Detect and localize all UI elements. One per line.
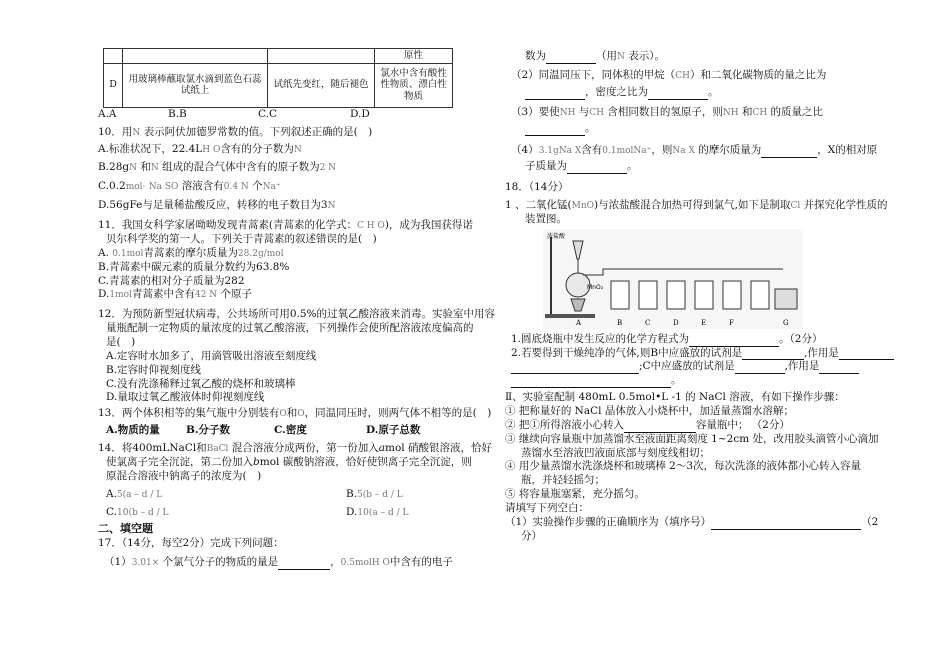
q18-sub-2-end bbox=[505, 374, 870, 388]
bottle bbox=[751, 281, 769, 309]
option[interactable] bbox=[98, 199, 470, 213]
question-10 bbox=[98, 126, 470, 213]
option-text: A.标准状况下，22.4L bbox=[98, 142, 203, 155]
q18-intro bbox=[505, 198, 888, 213]
option-text: 组成的混合气体中含有的原子数为 bbox=[162, 161, 320, 174]
answer-blank[interactable] bbox=[689, 335, 779, 347]
option[interactable]: C.密度 bbox=[274, 424, 307, 437]
q13-stem: ，同温同压时，则两气体不相等的是( ) bbox=[304, 407, 492, 420]
q14-stem: mol 硝酸银溶液，恰好 bbox=[385, 442, 493, 455]
q17-part-4 bbox=[505, 144, 878, 158]
q11-stem: 11．我国女科学家屠呦呦发现青蒿素(青蒿素的化学式： bbox=[98, 219, 357, 232]
answer-blank[interactable] bbox=[742, 348, 804, 360]
formula: CH bbox=[589, 107, 605, 118]
letter-C: C bbox=[645, 318, 651, 327]
answer-blank[interactable] bbox=[546, 52, 596, 64]
formula: C H O bbox=[356, 221, 385, 232]
option[interactable] bbox=[106, 488, 346, 502]
formula: N bbox=[293, 144, 302, 155]
table-header-cell: 原性 bbox=[375, 49, 453, 64]
formula: N bbox=[327, 201, 336, 212]
q17-text: 与 bbox=[578, 105, 590, 118]
formula: N bbox=[150, 163, 159, 174]
q17-text: 数为 bbox=[525, 50, 546, 62]
option[interactable] bbox=[346, 488, 403, 500]
q17-part-4-cont bbox=[505, 160, 870, 174]
q17-text: 。 bbox=[627, 160, 638, 173]
q17-part-2-cont bbox=[505, 86, 870, 100]
option-text: A. bbox=[106, 487, 117, 500]
q18-text: 2.若要得到干燥纯净的气体,则B中应盛放的试剂是 bbox=[511, 346, 743, 359]
label-conc-hcl: 浓盐酸 bbox=[547, 232, 566, 240]
formula: 10(a – d / L bbox=[357, 507, 409, 518]
option[interactable]: B.分子数 bbox=[186, 424, 231, 437]
formula: CH bbox=[675, 70, 690, 81]
q17-text: ，密度之比为 bbox=[585, 85, 648, 98]
option[interactable]: A.A bbox=[98, 107, 117, 120]
formula: 0.4 N bbox=[223, 182, 249, 193]
option-text: D.56gFe与足量稀盐酸反应，转移的电子数目为3 bbox=[98, 199, 328, 212]
option[interactable]: B.青蒿素中碳元素的质量分数约为63.8% bbox=[98, 260, 290, 273]
option[interactable] bbox=[98, 180, 470, 194]
left-column bbox=[98, 0, 496, 570]
formula: N bbox=[129, 163, 138, 174]
option[interactable]: C.没有洗涤稀释过氧乙酸的烧杯和玻璃棒 bbox=[106, 377, 296, 390]
bottle bbox=[639, 281, 657, 309]
q18-text: 装置图。 bbox=[525, 212, 567, 225]
q17-text: 表示）。 bbox=[628, 50, 665, 62]
q17-text: （3）要使 bbox=[511, 105, 560, 118]
formula: mol· bbox=[125, 182, 146, 193]
q17-part-3-cont bbox=[505, 122, 870, 136]
fill-1-cont: 分） bbox=[521, 529, 542, 542]
letter-G: G bbox=[783, 318, 789, 327]
q18-text: ;C中应盛放的试剂是 bbox=[639, 360, 735, 373]
option[interactable]: A.定容时水加多了，用滴管吸出溶液至刻度线 bbox=[106, 349, 317, 362]
formula: 1mol bbox=[109, 290, 132, 301]
stand-base bbox=[545, 314, 595, 318]
formula: O bbox=[297, 409, 305, 420]
q14-stem: 14．将400mLNaCl和 bbox=[98, 442, 207, 455]
option[interactable]: A.物质的量 bbox=[106, 424, 160, 437]
option[interactable]: B.定容时仰视刻度线 bbox=[106, 363, 202, 376]
q17-text: 中含有的电子 bbox=[389, 555, 453, 568]
q17-part-3 bbox=[505, 106, 870, 120]
option-text: C.0.2 bbox=[98, 180, 126, 193]
formula: Na SO bbox=[148, 182, 179, 193]
table-row-label: D bbox=[104, 63, 123, 107]
q11-stem: 贝尔科学奖的第一人。下列关于青蒿素的叙述错误的是( ) bbox=[106, 232, 377, 245]
q18-text: ,作用是 bbox=[804, 346, 839, 359]
answer-blank[interactable] bbox=[525, 88, 585, 100]
option-text: 含有的分子数为 bbox=[220, 142, 294, 155]
step-2 bbox=[505, 419, 870, 433]
q11-stem: )，成为我国获得诺 bbox=[384, 219, 473, 232]
step-text: 容量瓶中； （2分） bbox=[695, 418, 790, 431]
formula: BaCl bbox=[206, 444, 229, 455]
formula: NH bbox=[722, 107, 739, 118]
option[interactable]: C.C bbox=[258, 107, 278, 120]
q17-part-2 bbox=[505, 69, 870, 83]
option[interactable]: D.量取过氧乙酸液体时仰视刻度线 bbox=[106, 391, 265, 404]
q12-stem: 量瓶配制一定物质的量浓度的过氧乙酸溶液，下列操作会使所配溶液浓度偏高的 bbox=[106, 322, 474, 335]
answer-blank[interactable] bbox=[819, 362, 859, 374]
letter-B: B bbox=[617, 318, 623, 327]
formula: N bbox=[617, 52, 625, 62]
formula: 3.01× bbox=[131, 557, 160, 568]
q18-text: 并探究化学性质的 bbox=[803, 198, 888, 211]
part-ii-heading: Ⅱ、实验室配制 480mL 0.5mol•L -1 的 NaCl 溶液，有如下操作步骤： bbox=[505, 391, 845, 404]
bottle bbox=[667, 281, 685, 309]
option-text: B.28g bbox=[98, 161, 130, 174]
q17-text: （2）同温同压下，同体积的甲烷（ bbox=[511, 68, 676, 81]
q17-text: 含相同数目的氢原子，则 bbox=[607, 105, 723, 118]
bottle bbox=[611, 281, 629, 309]
answer-blank[interactable] bbox=[761, 146, 817, 158]
answer-blank[interactable] bbox=[278, 558, 330, 570]
question-11 bbox=[98, 219, 473, 302]
question-14 bbox=[98, 442, 493, 519]
formula: 3.1gNa X bbox=[538, 146, 582, 157]
step-text: ② 把①所得溶液小心转入 bbox=[505, 418, 624, 431]
formula: N bbox=[132, 127, 141, 138]
formula: MnO bbox=[571, 200, 595, 211]
formula: CH bbox=[752, 107, 768, 118]
option-text: 青蒿素中含有 bbox=[131, 288, 195, 301]
q12-stem: 12．为预防新型冠状病毒，公共场所可用0.5%的过氧乙酸溶液来消毒。实验室中用容 bbox=[98, 308, 496, 321]
formula: 0.1mol bbox=[112, 248, 144, 259]
q17-text: （1） bbox=[104, 555, 132, 568]
q17-text: 子质量为 bbox=[525, 160, 567, 173]
q14-stem: 使氯离子完全沉淀，第二份加入 bbox=[106, 455, 253, 468]
formula: Na⁺ bbox=[262, 182, 281, 193]
step-4: ④ 用少量蒸馏水洗涤烧杯和玻璃棒 2～3次，每次洗涤的液体都小心转入容量 bbox=[505, 460, 862, 473]
answer-blank[interactable] bbox=[839, 348, 894, 360]
step-5: ⑤ 将容量瓶塞紧，充分摇匀。 bbox=[505, 488, 645, 501]
option[interactable]: C.青蒿素的相对分子质量为282 bbox=[98, 274, 245, 287]
q14-stem: 混合溶液分成两份，第一份加入 bbox=[231, 442, 379, 455]
q13-options bbox=[98, 424, 470, 438]
step-3: ③ 继续向容量瓶中加蒸馏水至液面距离刻度 1~2cm 处，改用胶头滴管小心滴加 bbox=[505, 432, 879, 445]
q17-text: （4） bbox=[511, 144, 539, 157]
table-cell: 氯水中含有酸性性物质、漂白性物质 bbox=[375, 63, 453, 107]
option-text: 个 bbox=[252, 180, 263, 193]
letter-F: F bbox=[729, 318, 734, 327]
q12-stem: 是( ) bbox=[106, 336, 136, 349]
formula: Na X bbox=[672, 146, 695, 157]
q18-text: 。 bbox=[671, 374, 682, 387]
table-cell: 试纸先变红，随后褪色 bbox=[268, 63, 375, 107]
formula: H O bbox=[202, 144, 221, 155]
option-text: 溶液含有 bbox=[181, 180, 224, 193]
option[interactable]: D.D bbox=[350, 107, 370, 120]
q18-text: 1 、二氧化锰( bbox=[505, 198, 572, 211]
option[interactable] bbox=[346, 506, 408, 518]
bottle bbox=[723, 281, 741, 309]
answer-blank[interactable] bbox=[711, 518, 861, 530]
q9-options bbox=[98, 108, 470, 122]
formula: 0.5molH O bbox=[340, 557, 390, 568]
step-1: ① 把称量好的 NaCl 晶体放入小烧杯中，加适量蒸馏水溶解； bbox=[505, 404, 794, 417]
option-text: 青蒿素的摩尔质量为 bbox=[143, 246, 238, 259]
formula: 42 N bbox=[194, 290, 218, 301]
option-text: D. bbox=[346, 505, 358, 518]
option[interactable] bbox=[98, 143, 470, 157]
letter-D: D bbox=[673, 318, 679, 327]
option[interactable] bbox=[98, 288, 470, 302]
variable: a bbox=[378, 442, 386, 455]
question-12 bbox=[98, 308, 496, 405]
q17-text: （用 bbox=[596, 50, 617, 62]
answer-blank[interactable] bbox=[511, 376, 671, 388]
option[interactable] bbox=[98, 161, 470, 175]
q17-part-1-cont bbox=[505, 50, 870, 64]
q17-text: 的摩尔质量为 bbox=[698, 144, 762, 157]
option[interactable]: B.B bbox=[168, 107, 187, 120]
q10-stem: 表示阿伏加德罗常数的值。下列叙述正确的是( ) bbox=[140, 125, 373, 138]
answer-blank[interactable] bbox=[525, 124, 585, 136]
formula: 2 N bbox=[319, 163, 337, 174]
formula: 5(a – d / L bbox=[116, 489, 163, 500]
step-4-cont: 瓶，并轻轻摇匀； bbox=[521, 474, 605, 487]
letter-A: A bbox=[576, 318, 582, 327]
section-heading: 二、填空题 bbox=[98, 522, 153, 536]
q17-text: ，X的相对原 bbox=[817, 144, 878, 157]
q17-text: 。 bbox=[585, 122, 596, 135]
q9-option-table bbox=[103, 48, 453, 108]
answer-blank[interactable] bbox=[624, 421, 696, 433]
q17-stem: 17．（14分，每空2分）完成下列问题： bbox=[98, 536, 284, 549]
answer-blank[interactable] bbox=[511, 362, 639, 374]
option-text: D. bbox=[98, 288, 110, 301]
option-text: 和 bbox=[140, 161, 151, 174]
q17-text: 含有 bbox=[581, 144, 603, 157]
q14-stem: mol 碳酸钠溶液，恰好使钡离子完全沉淀，则 bbox=[259, 455, 472, 468]
q17-text: 个氯气分子的物质的量是 bbox=[162, 555, 279, 568]
option-text: C. bbox=[106, 505, 117, 518]
option[interactable] bbox=[98, 247, 470, 261]
option[interactable] bbox=[106, 506, 346, 520]
fill-text: （1）实验操作步骤的正确顺序为（填序号） bbox=[505, 515, 712, 528]
apparatus-figure bbox=[543, 229, 803, 329]
right-column bbox=[505, 50, 888, 544]
q13-stem: 13．两个体积相等的集气瓶中分别装有 bbox=[98, 407, 280, 420]
q14-stem: 原混合溶液中钠离子的浓度为( ) bbox=[106, 469, 262, 482]
fill-1 bbox=[505, 515, 879, 530]
bottle bbox=[695, 281, 713, 309]
q18-text: ,作用是 bbox=[784, 360, 820, 373]
q17-text: ）和二氧化碳物质的量之比为 bbox=[689, 68, 827, 81]
gas-bottles bbox=[611, 281, 797, 309]
q13-stem: 和 bbox=[286, 407, 298, 420]
fill-instruction: 请填写下列空白： bbox=[505, 501, 589, 514]
q18-text: 1.圆底烧瓶中发生反应的化学方程式为 bbox=[511, 332, 690, 345]
beaker bbox=[775, 289, 797, 309]
option-text: 个原子 bbox=[220, 288, 252, 301]
q17-text: ，则 bbox=[651, 144, 673, 157]
q17-part-1 bbox=[98, 556, 470, 570]
letter-E: E bbox=[701, 318, 707, 327]
label-mno2: MnO₂ bbox=[587, 283, 604, 291]
formula: NH bbox=[559, 107, 576, 118]
answer-blank[interactable] bbox=[648, 88, 708, 100]
variable: b bbox=[253, 455, 260, 468]
q18-text: 。（2分） bbox=[779, 332, 823, 345]
formula: 5(b – d / L bbox=[357, 489, 403, 500]
question-13 bbox=[98, 407, 492, 438]
q17-text: 和 bbox=[741, 105, 753, 118]
q18-text: )与浓盐酸混合加热可得到氯气,如下是制取 bbox=[594, 198, 791, 211]
answer-blank[interactable] bbox=[567, 162, 627, 174]
q18-sub-2-cont bbox=[505, 360, 870, 374]
formula: O bbox=[279, 409, 287, 420]
q18-head: 18．（14分） bbox=[505, 181, 569, 194]
apparatus-diagram bbox=[543, 229, 803, 329]
formula: 0.1molNa⁺ bbox=[602, 146, 652, 157]
table-cell: 用玻璃棒蘸取氯水滴到蓝色石蕊试纸上 bbox=[123, 63, 268, 107]
q18-sub-1 bbox=[505, 333, 870, 347]
option-text: A. bbox=[98, 246, 109, 259]
q17-text: 。 bbox=[708, 85, 719, 98]
q17-text: ， bbox=[330, 555, 341, 568]
formula: 10(b – d / L bbox=[117, 507, 169, 518]
option-text: B. bbox=[346, 487, 358, 500]
step-3-cont: 蒸馏水至溶液凹液面底部与刻度线相切； bbox=[521, 446, 710, 459]
q10-stem: 10．用 bbox=[98, 125, 133, 138]
q18-sub-2 bbox=[505, 347, 870, 361]
formula: 28.2g/mol bbox=[237, 248, 284, 259]
fill-text: （2 bbox=[861, 515, 879, 528]
option[interactable]: D.原子总数 bbox=[366, 424, 421, 437]
formula: Cl bbox=[790, 200, 801, 211]
answer-blank[interactable] bbox=[735, 362, 785, 374]
q17-text: 的质量之比 bbox=[770, 105, 824, 118]
